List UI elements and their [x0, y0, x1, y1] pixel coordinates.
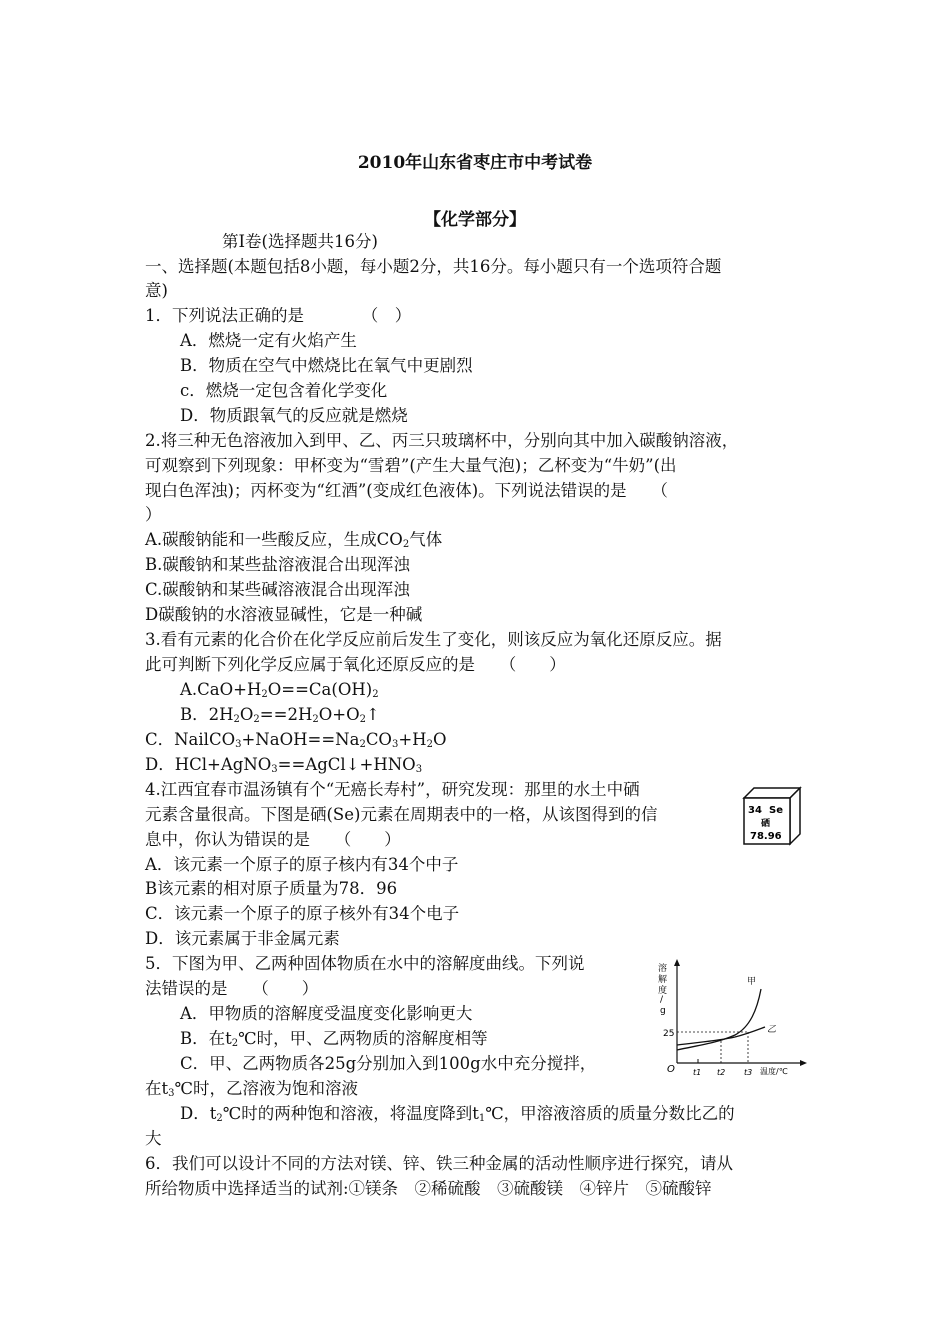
- intro-line-2: 意): [145, 281, 168, 300]
- q1-option-c: c．燃烧一定包含着化学变化: [180, 381, 388, 400]
- q3-line-2: 此可判断下列化学反应属于氧化还原反应的是 （ ）: [145, 655, 566, 674]
- page-title: 2010年山东省枣庄市中考试卷: [357, 153, 593, 173]
- q3-option-a: $A.CaO+H_2O==Ca(OH)_2$: [180, 680, 379, 700]
- yi-label: 乙: [767, 1025, 777, 1035]
- q5-option-a: A．甲物质的溶解度受温度变化影响更大: [180, 1004, 473, 1023]
- q4-option-a: A．该元素一个原子的原子核内有34个中子: [145, 855, 459, 874]
- q2-line-2: 可观察到下列现象：甲杯变为“雪碧”(产生大量气泡)；乙杯变为“牛奶”(出: [145, 456, 677, 475]
- q1-option-b: B．物质在空气中燃烧比在氧气中更剧烈: [180, 356, 473, 375]
- q1-option-d: D．物质跟氧气的反应就是燃烧: [180, 406, 408, 425]
- q4-line-2: 元素含量很高。下图是硒(Se)元素在周期表中的一格，从该图得到的信: [145, 805, 658, 824]
- q5-line-2: 法错误的是 （ ）: [145, 979, 319, 998]
- q5-option-c-line-1: C．甲、乙两物质各25g分别加入到100g水中充分搅拌，: [180, 1054, 597, 1073]
- y-axis-label: [658, 962, 667, 1016]
- selenium-element-cell: [742, 786, 802, 846]
- y-axis-arrow: [674, 959, 680, 966]
- q3-option-d: D．$HCl+AgNO_3==AgCl↓+HNO_3$: [145, 755, 423, 775]
- q2-option-d: D碳酸钠的水溶液显碱性，它是一种碱: [145, 605, 423, 624]
- element-number: 34: [748, 805, 762, 816]
- svg-text:g: g: [660, 1006, 666, 1016]
- element-name: 硒: [761, 819, 771, 829]
- q5-option-d-line-2: 大: [145, 1129, 162, 1148]
- element-mass: 78.96: [750, 831, 782, 842]
- q5-option-d-line-1: D．$t_2℃$时的两种饱和溶液，将温度降到$t_1℃$，甲溶液溶质的质量分数比乙的: [180, 1104, 735, 1124]
- jia-label: 甲: [747, 977, 757, 987]
- q5-option-b: B．在$t_2℃$时，甲、乙两物质的溶解度相等: [180, 1029, 488, 1049]
- svg-text:度: 度: [658, 986, 668, 996]
- q2-option-c: C.碳酸钠和某些碱溶液混合出现浑浊: [145, 580, 410, 599]
- q2-line-3: 现白色浑浊)；丙杯变为“红酒”(变成红色液体)。下列说法错误的是 （: [145, 481, 668, 500]
- intro-line-1: 一、选择题(本题包括8小题，每小题2分，共16分。每小题只有一个选项符合题: [145, 257, 722, 276]
- q3-option-c: C．$NailCO_3+NaOH==Na_2CO_3+H_2O$: [145, 730, 447, 750]
- q1-option-a: A．燃烧一定有火焰产生: [180, 331, 357, 350]
- q1-stem: 1．下列说法正确的是 （ ）: [145, 306, 412, 325]
- y25-label: 25: [663, 1029, 675, 1039]
- q3-option-b: B．$2H_2O_2==2H_2O+O_2↑$: [180, 705, 380, 725]
- solubility-curve-graph: [655, 955, 810, 1080]
- q2-line-1: 2.将三种无色溶液加入到甲、乙、丙三只玻璃杯中，分别向其中加入碳酸钠溶液，: [145, 431, 739, 450]
- svg-text:解: 解: [658, 975, 668, 985]
- svg-text:溶: 溶: [658, 964, 668, 974]
- x-axis-label: 温度/℃: [760, 1067, 788, 1076]
- t2-label: t2: [717, 1068, 726, 1077]
- t1-label: t1: [693, 1068, 702, 1077]
- section-heading: 【化学部分】: [424, 210, 526, 230]
- q6-line-1: 6．我们可以设计不同的方法对镁、锌、铁三种金属的活动性顺序进行探究，请从: [145, 1154, 733, 1173]
- q4-option-c: C．该元素一个原子的原子核外有34个电子: [145, 904, 460, 923]
- q3-line-1: 3.看有元素的化合价在化学反应前后发生了变化，则该反应为氧化还原反应。据: [145, 630, 722, 649]
- q4-option-b: B该元素的相对原子质量为78．96: [145, 879, 398, 898]
- t3-label: t3: [744, 1068, 753, 1077]
- x-axis-arrow: [800, 1060, 807, 1066]
- q2-line-4: ）: [145, 505, 162, 524]
- svg-text:/: /: [660, 995, 664, 1005]
- element-symbol: Se: [769, 805, 783, 816]
- q6-line-2: 所给物质中选择适当的试剂:①镁条 ②稀硫酸 ③硫酸镁 ④锌片 ⑤硫酸锌: [145, 1179, 712, 1198]
- jia-curve: [677, 989, 761, 1050]
- origin-label: O: [667, 1064, 675, 1075]
- part-heading: 第Ⅰ卷(选择题共16分): [222, 232, 378, 251]
- q2-option-b: B.碳酸钠和某些盐溶液混合出现浑浊: [145, 555, 410, 574]
- q2-option-a: A.碳酸钠能和一些酸反应，生成$CO_2$气体: [145, 530, 443, 550]
- q5-option-c-line-2: 在$t_3℃$时，乙溶液为饱和溶液: [145, 1079, 358, 1099]
- q5-line-1: 5．下图为甲、乙两种固体物质在水中的溶解度曲线。下列说: [145, 954, 585, 973]
- q4-line-1: 4.江西宜春市温汤镇有个“无癌长寿村”，研究发现：那里的水土中硒: [145, 780, 640, 799]
- q4-option-d: D．该元素属于非金属元素: [145, 929, 340, 948]
- q4-line-3: 息中，你认为错误的是 （ ）: [145, 830, 401, 849]
